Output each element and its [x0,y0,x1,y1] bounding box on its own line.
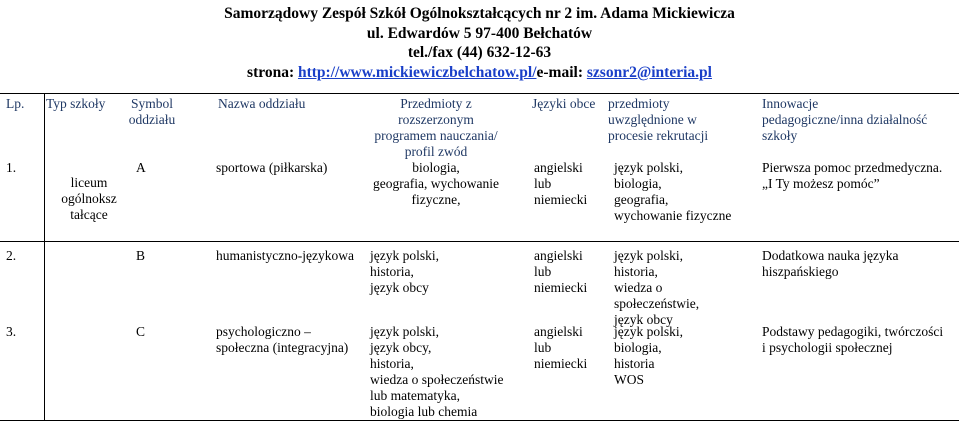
col-header-class-name: Nazwa oddziału [218,96,306,111]
row-class-name: psychologiczno – społeczna (integracyjna) [216,324,349,355]
col-header-symbol: Symbol oddziału [128,96,176,127]
school-header [0,4,959,82]
row-symbol: B [136,248,146,263]
row-separator [0,241,959,242]
row-class-name: humanistyczno-językowa [216,248,354,263]
school-phone: tel./fax (44) 632-12-63 [407,44,552,61]
table-top-border [0,93,959,94]
school-contact-line [0,63,959,83]
row-lp: 3. [6,324,17,339]
col-header-extended-subjects: Przedmioty z rozszerzonym programem nauczania/ profil zwód [374,96,498,159]
column-divider [44,93,45,420]
email-link[interactable]: szsonr2@interia.pl [586,63,712,81]
school-type-cell: liceum ogólnoksz tałcące [61,175,117,222]
school-name: Samorządowy Zespół Szkół Ogólnokształcących nr 2 im. Adama Mickiewicza [224,5,735,22]
table-bottom-border [0,420,959,421]
row-recruitment-subjects: język polski, historia, wiedza o społeczeństwie, język obcy [614,248,700,327]
row-class-name: sportowa (piłkarska) [216,160,328,175]
website-label: strona: [247,63,298,81]
row-extended-subjects: biologia, geografia, wychowanie fizyczne, [373,160,499,207]
col-header-languages: Języki obce [532,96,596,111]
row-lp: 2. [6,248,17,263]
row-innovations: Podstawy pedagogiki, twórczości i psychologii społecznej [762,324,944,355]
col-header-lp: Lp. [6,96,25,111]
col-header-innovations: Innowacje pedagogiczne/inna działalność szkoły [762,96,928,143]
row-recruitment-subjects: język polski, biologia, geografia, wychowanie fizyczne [614,160,732,223]
row-recruitment-subjects: język polski, biologia, historia WOS [614,324,683,387]
row-symbol: C [136,324,146,339]
row-languages: angielski lub niemiecki [534,324,588,371]
website-link[interactable]: http://www.mickiewiczbelchatow.pl/ [297,63,537,81]
row-symbol: A [136,160,146,175]
row-languages: angielski lub niemiecki [534,248,588,295]
row-languages: angielski lub niemiecki [534,160,588,207]
row-extended-subjects: język polski, historia, język obcy [370,248,439,295]
row-innovations: Pierwsza pomoc przedmedyczna. „I Ty możesz pomóc” [762,160,943,191]
col-header-recruitment-subjects: przedmioty uwzględnione w procesie rekrutacji [608,96,709,143]
col-header-school-type: Typ szkoły [46,96,106,111]
email-label: e-mail: [536,63,587,81]
row-innovations: Dodatkowa nauka języka hiszpańskiego [762,248,899,279]
row-lp: 1. [6,160,17,175]
row-extended-subjects: język polski, język obcy, historia, wiedza o społeczeństwie lub matematyka, biologia lub chemia [370,324,504,419]
school-address: ul. Edwardów 5 97-400 Bełchatów [366,24,593,42]
